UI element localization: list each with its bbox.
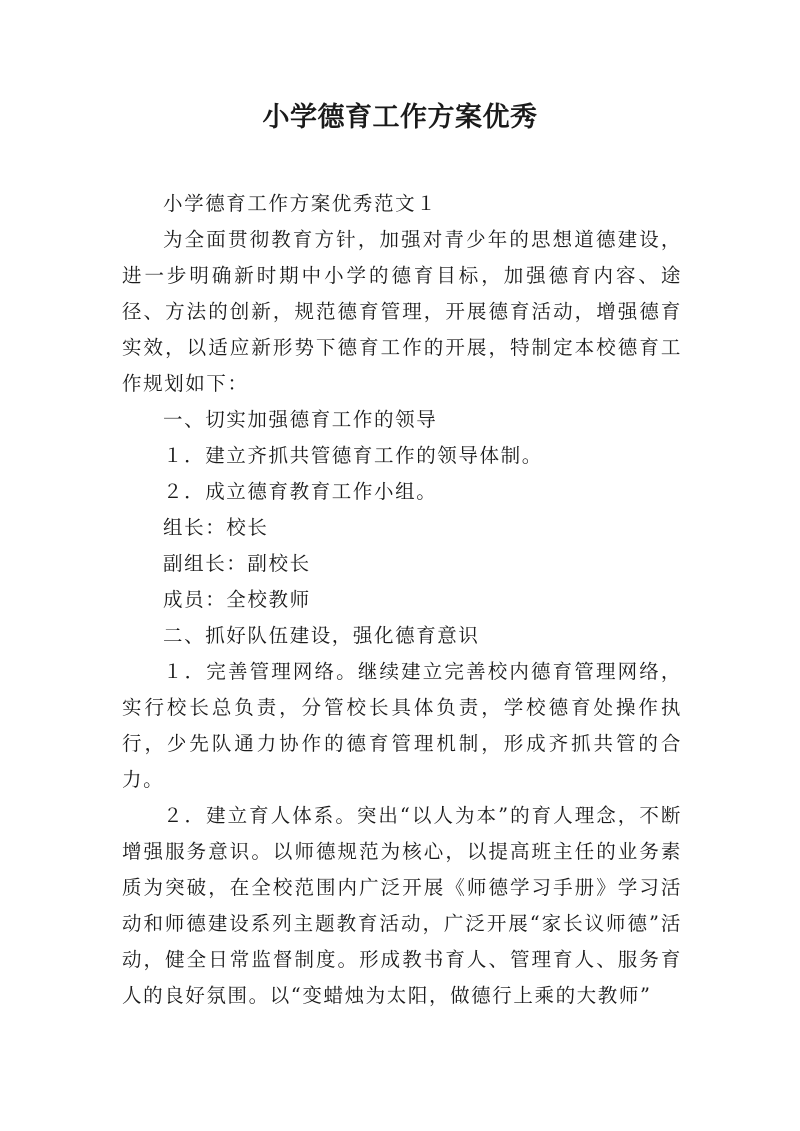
list-item: １．完善管理网络。继续建立完善校内德育管理网络，实行校长总负责，分管校长具体负责，学校德育处操作执行，少先队通力协作的德育管理机制，形成齐抓共管的合力。 [122,660,682,791]
paragraph-intro: 为全面贯彻教育方针，加强对青少年的思想道德建设，进一步明确新时期中小学的德育目标，加强德育内容、途径、方法的创新，规范德育管理，开展德育活动，增强德育实效，以适应新形势下德育工作的开展，特制定本校德育工作规划如下： [122,228,682,395]
paragraph-subtitle: 小学德育工作方案优秀范文１ [163,192,438,215]
section-heading-1: 一、切实加强德育工作的领导 [163,408,438,431]
list-item: ２．建立育人体系。突出“以人为本”的育人理念，不断增强服务意识。以师德规范为核心，以提高班主任的业务素质为突破，在全校范围内广泛开展《师德学习手册》学习活动和师德建设系列主题教育活动，广泛开展“家长议师德”活动，健全日常监督制度。形成教书育人、管理育人、服务育人的良好氛围。以“变蜡烛为太阳，做德行上乘的大教师” [122,804,682,1007]
list-item: １．建立齐抓共管德育工作的领导体制。 [163,444,543,467]
section-heading-2: 二、抓好队伍建设，强化德育意识 [163,624,480,647]
document-title: 小学德育工作方案优秀 [262,102,538,133]
team-members: 成员：全校教师 [163,588,311,611]
team-deputy-leader: 副组长：副校长 [163,552,311,575]
list-item: ２．成立德育教育工作小组。 [163,480,438,503]
document-body [122,186,682,1014]
team-leader: 组长：校长 [163,516,269,539]
